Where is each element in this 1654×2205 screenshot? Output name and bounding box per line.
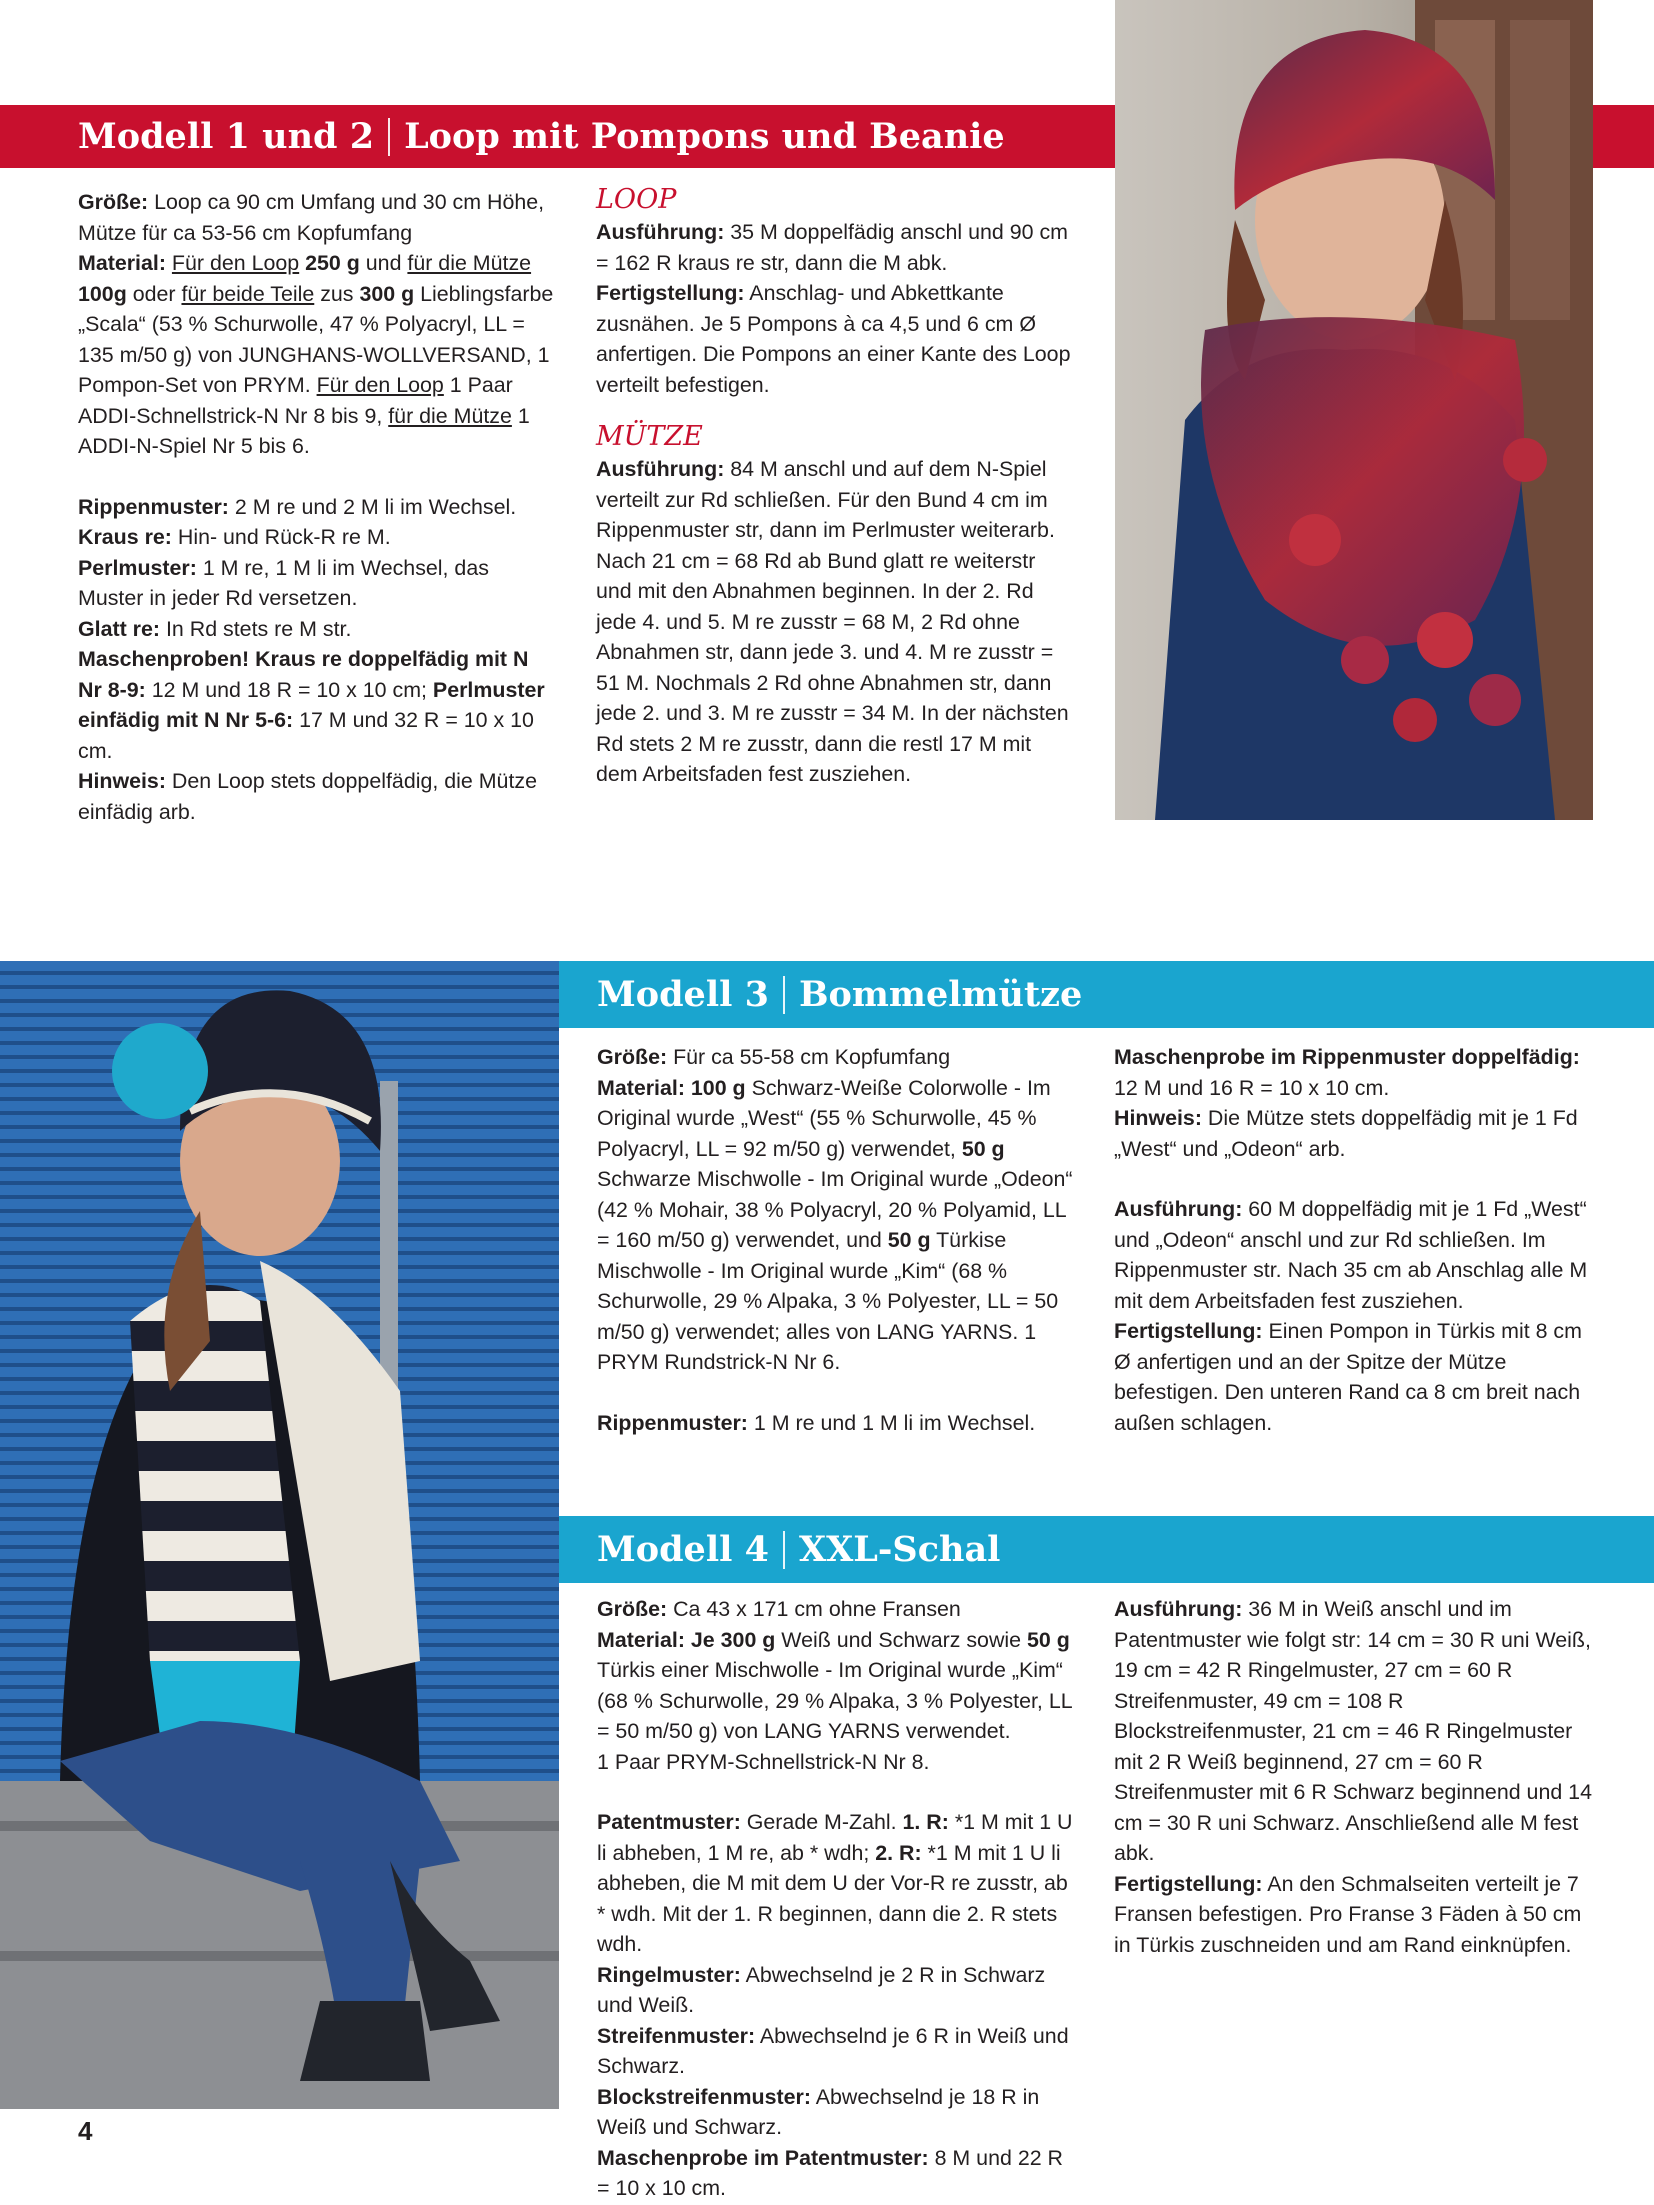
execution-label: Ausführung: <box>1114 1597 1243 1621</box>
needles-paragraph: 1 Paar PRYM-Schnellstrick-N Nr 8. <box>597 1749 930 1774</box>
block-text: Abwechselnd je 18 R in Weiß und Schwarz. <box>597 2084 1040 2139</box>
size-paragraph <box>78 187 555 248</box>
material-label: Material: <box>597 1075 685 1100</box>
streifen-label: Streifenmuster: <box>597 2023 756 2048</box>
finishing-text: Einen Pompon in Türkis mit 8 cm Ø anfertigen und an der Spitze der Mütze befestigen. Den unteren Rand ca 8 cm breit nach außen schlagen. <box>1114 1319 1582 1435</box>
rib-paragraph <box>78 492 555 523</box>
finishing-label: Fertigstellung: <box>1114 1871 1263 1896</box>
material-text-6: 1 ADDI-N-Spiel Nr 5 bis 6. <box>78 403 530 458</box>
m4-left-column <box>597 1594 1077 2204</box>
patent-text-2: *1 M mit 1 U li abheben, 1 M re, ab * wdh; <box>597 1810 1073 1865</box>
size-text: Ca 43 x 171 cm ohne Fransen <box>667 1597 961 1621</box>
material-text-4: Lieblingsfarbe „Scala“ (53 % Schurwolle, 47 % Polyacryl, LL = 135 m/50 g) von JUNGHANS-WOLLVERSAND, 1 Pompon-Set von PRYM. <box>78 281 554 397</box>
material-bold-2: 50 g <box>1027 1627 1070 1652</box>
page-number: 4 <box>78 2116 93 2146</box>
size-paragraph <box>597 1594 1077 1625</box>
block-label: Blockstreifenmuster: <box>597 2084 811 2109</box>
material-bold-3: 50 g <box>887 1228 931 1252</box>
execution-text: 36 M in Weiß anschl und im Patentmuster wie folgt str: 14 cm = 30 R uni Weiß, 19 cm = 42 R Ringelmuster, 27 cm = 60 R Streifenmuster, 49 cm = 108 R Blockstreifenmuster, 21 cm = 46 R Ringelmuster mit 2 R Weiß beginnend, 27 cm = 60 R Streifenmuster mit 6 R Schwarz beginnend und 14 cm = 30 R uni Schwarz. Anschließend alle M fest abk. <box>1114 1597 1592 1865</box>
size-label: Größe: <box>597 1045 668 1069</box>
m3-right-column <box>1114 1042 1594 1438</box>
m3-left-column <box>597 1042 1075 1438</box>
streifen-paragraph <box>597 2021 1077 2082</box>
patent-row-1: 1. R: <box>902 1810 949 1834</box>
kraus-text: Hin- und Rück-R re M. <box>171 525 391 549</box>
banner-title: XXL-Schal <box>798 1529 1001 1570</box>
banner-model: Modell 4 <box>597 1529 769 1570</box>
perl-paragraph <box>78 553 555 614</box>
rib-text: 2 M re und 2 M li im Wechsel. <box>228 494 517 519</box>
hint-paragraph <box>1114 1103 1594 1164</box>
size-text: Loop ca 90 cm Umfang und 30 cm Höhe, Mütze für ca 53-56 cm Kopfumfang <box>78 190 545 245</box>
material-text-1: Weiß und Schwarz sowie <box>775 1627 1027 1652</box>
finishing-paragraph <box>1114 1869 1594 1961</box>
rib-label: Rippenmuster: <box>597 1410 748 1435</box>
m12-right-column <box>596 183 1072 790</box>
ringel-text: Abwechselnd je 2 R in Schwarz und Weiß. <box>597 1962 1046 2017</box>
banner-model: Modell 3 <box>597 974 769 1015</box>
finishing-text: An den Schmalseiten verteilt je 7 Fransen befestigen. Pro Franse 3 Fäden à 50 cm in Türkis zuschneiden und am Rand einknüpfen. <box>1114 1871 1582 1957</box>
patent-text-3: *1 M mit 1 U li abheben, die M mit dem U der Vor-R re zusstr, ab * wdh. Mit der 1. R beginnen, dann die 2. R stets wdh. <box>597 1840 1068 1956</box>
section-banner-modell-1-2 <box>0 105 1115 168</box>
material-underline-4: Für den Loop <box>316 373 444 397</box>
material-text-1: und <box>359 251 408 275</box>
gauge-text: 8 M und 22 R = 10 x 10 cm. <box>597 2145 1064 2200</box>
material-underline-5: für die Mütze <box>388 403 512 428</box>
kraus-label: Kraus re: <box>78 525 172 549</box>
perl-label: Perlmuster: <box>78 555 197 580</box>
gauge-text: 12 M und 16 R = 10 x 10 cm. <box>1114 1075 1390 1100</box>
loop-subheading: LOOP <box>596 184 677 215</box>
material-underline-3: für beide Teile <box>181 281 315 306</box>
m4-right-column <box>1114 1594 1594 1960</box>
rib-text: 1 M re und 1 M li im Wechsel. <box>747 1410 1036 1435</box>
kraus-paragraph <box>78 522 555 553</box>
gauge-label: Maschenprobe im Rippenmuster doppelfädig: <box>1114 1045 1580 1069</box>
loop-finishing-paragraph <box>596 278 1072 400</box>
loop-finishing-text: Anschlag- und Abkettkante zusnähen. Je 5 Pompons à ca 4,5 und 6 cm Ø anfertigen. Die Pompons an einer Kante des Loop verteilt befestigen. <box>596 281 1071 397</box>
gauge-paragraph <box>597 2143 1077 2204</box>
material-text-5: 1 Paar ADDI-Schnellstrick-N Nr 8 bis 9, <box>78 373 513 428</box>
photo-loop-beanie <box>1115 0 1593 820</box>
material-label: Material: <box>597 1627 685 1652</box>
material-bold-2: 100g <box>78 281 127 306</box>
mutze-subheading: MÜTZE <box>596 421 703 452</box>
perl-text: 1 M re, 1 M li im Wechsel, das Muster in jeder Rd versetzen. <box>78 555 489 610</box>
size-paragraph <box>597 1042 1075 1073</box>
banner-separator <box>783 1531 785 1569</box>
gauge-paragraph <box>1114 1042 1594 1103</box>
loop-execution-paragraph <box>596 217 1072 278</box>
rib-paragraph <box>597 1408 1075 1439</box>
material-bold-3: 300 g <box>359 281 415 306</box>
banner-edge-stripe <box>1593 105 1654 168</box>
gauge-label-1: Maschenproben! Kraus re doppelfädig mit N Nr 8-9: <box>78 647 529 702</box>
material-bold-1: Je 300 g <box>684 1627 776 1652</box>
execution-paragraph <box>1114 1594 1594 1869</box>
material-text-3: Türkise Mischwolle - Im Original wurde „Kim“ (68 % Schurwolle, 29 % Alpaka, 3 % Polyester, LL = 50 m/50 g) verwendet; alles von LANG YARNS. 1 PRYM Rundstrick-N Nr 6. <box>597 1228 1059 1374</box>
material-underline-2: für die Mütze <box>407 251 532 275</box>
banner-separator <box>783 976 785 1014</box>
hint-paragraph <box>78 766 555 827</box>
finishing-label: Fertigstellung: <box>1114 1319 1263 1343</box>
size-label: Größe: <box>597 1597 668 1621</box>
hint-label: Hinweis: <box>1114 1106 1202 1130</box>
banner-title: Loop mit Pompons und Beanie <box>404 116 1005 157</box>
material-bold-1: 250 g <box>299 251 360 275</box>
gauge-label-2: Perlmuster einfädig mit N Nr 5-6: <box>78 677 545 732</box>
gauge-paragraph <box>78 644 555 766</box>
block-paragraph <box>597 2082 1077 2143</box>
hint-text: Die Mütze stets doppelfädig mit je 1 Fd „West“ und „Odeon“ arb. <box>1114 1106 1578 1161</box>
material-text-1: Schwarz-Weiße Colorwolle - Im Original wurde „West“ (55 % Schurwolle, 45 % Polyacryl, LL = 92 m/50 g) verwendet, <box>597 1075 1051 1161</box>
material-text-3: zus <box>314 281 360 306</box>
patent-paragraph <box>597 1807 1077 1960</box>
execution-text: 60 M doppelfädig mit je 1 Fd „West“ und „Odeon“ anschl und zur Rd schließen. Im Rippenmuster str. Nach 35 cm ab Anschlag alle M mit dem Arbeitsfaden fest zusziehen. <box>1114 1197 1588 1313</box>
banner-separator <box>388 118 390 156</box>
glatt-text: In Rd stets re M str. <box>160 616 352 641</box>
material-bold-2: 50 g <box>961 1136 1005 1161</box>
patent-label: Patentmuster: <box>597 1810 741 1834</box>
size-label: Größe: <box>78 190 149 214</box>
material-text-2: Schwarze Mischwolle - Im Original wurde „Odeon“ (42 % Mohair, 38 % Polyacryl, 20 % Polyamid, LL = 160 m/50 g) verwendet, und <box>597 1167 1073 1252</box>
m12-left-column <box>78 187 555 827</box>
mutze-execution-label: Ausführung: <box>596 457 725 481</box>
hint-text: Den Loop stets doppelfädig, die Mütze einfädig arb. <box>78 769 537 824</box>
execution-label: Ausführung: <box>1114 1197 1243 1221</box>
material-text-2: oder <box>126 281 182 306</box>
execution-paragraph <box>1114 1194 1594 1316</box>
material-text-2: Türkis einer Mischwolle - Im Original wurde „Kim“ (68 % Schurwolle, 29 % Alpaka, 3 % Polyester, LL = 50 m/50 g) von LANG YARNS verwendet. <box>597 1658 1072 1743</box>
loop-execution-text: 35 M doppelfädig anschl und 90 cm = 162 R kraus re str, dann die M abk. <box>596 220 1068 275</box>
banner-title: Bommelmütze <box>798 974 1083 1015</box>
ringel-paragraph <box>597 1960 1077 2021</box>
streifen-text: Abwechselnd je 6 R in Weiß und Schwarz. <box>597 2023 1069 2078</box>
material-paragraph <box>597 1073 1075 1378</box>
patent-text-1: Gerade M-Zahl. <box>740 1810 903 1834</box>
rib-label: Rippenmuster: <box>78 494 229 519</box>
photo-bommelmutze-xxl-schal <box>0 961 559 2109</box>
section-banner-modell-4 <box>559 1516 1654 1583</box>
gauge-text-2: 17 M und 32 R = 10 x 10 cm. <box>78 708 534 763</box>
finishing-paragraph <box>1114 1316 1594 1438</box>
material-label: Material: <box>78 251 166 275</box>
size-text: Für ca 55-58 cm Kopfumfang <box>667 1045 951 1069</box>
mutze-execution-paragraph <box>596 454 1072 790</box>
glatt-paragraph <box>78 614 555 645</box>
material-bold-1: 100 g <box>684 1075 746 1100</box>
loop-finishing-label: Fertigstellung: <box>596 281 745 305</box>
banner-model: Modell 1 und 2 <box>78 116 375 157</box>
gauge-text-1: 12 M und 18 R = 10 x 10 cm; <box>145 677 433 702</box>
loop-execution-label: Ausführung: <box>596 220 725 244</box>
patent-row-2: 2. R: <box>875 1840 922 1865</box>
material-underline-1: Für den Loop <box>171 251 300 275</box>
ringel-label: Ringelmuster: <box>597 1962 741 1987</box>
section-banner-modell-3 <box>559 961 1654 1028</box>
gauge-label: Maschenprobe im Patentmuster: <box>597 2145 929 2170</box>
material-paragraph <box>597 1625 1077 1747</box>
material-paragraph <box>78 248 555 462</box>
mutze-execution-text: 84 M anschl und auf dem N-Spiel verteilt zur Rd schließen. Für den Bund 4 cm im Rippenmuster str, dann im Perlmuster weiterarb. Nach 21 cm = 68 Rd ab Bund glatt re weiterstr und mit den Abnahmen beginnen. In der 2. Rd jede 4. und 5. M re zusstr = 68 M, 2 Rd ohne Abnahmen str, dann jede 3. und 4. M re zusstr = 51 M. Nochmals 2 Rd ohne Abnahmen str, dann jede 2. und 3. M re zusstr = 34 M. In der nächsten Rd stets 2 M re zusstr, dann die restl 17 M mit dem Arbeitsfaden fest zusziehen. <box>596 457 1069 786</box>
glatt-label: Glatt re: <box>78 616 161 641</box>
hint-label: Hinweis: <box>78 769 166 793</box>
